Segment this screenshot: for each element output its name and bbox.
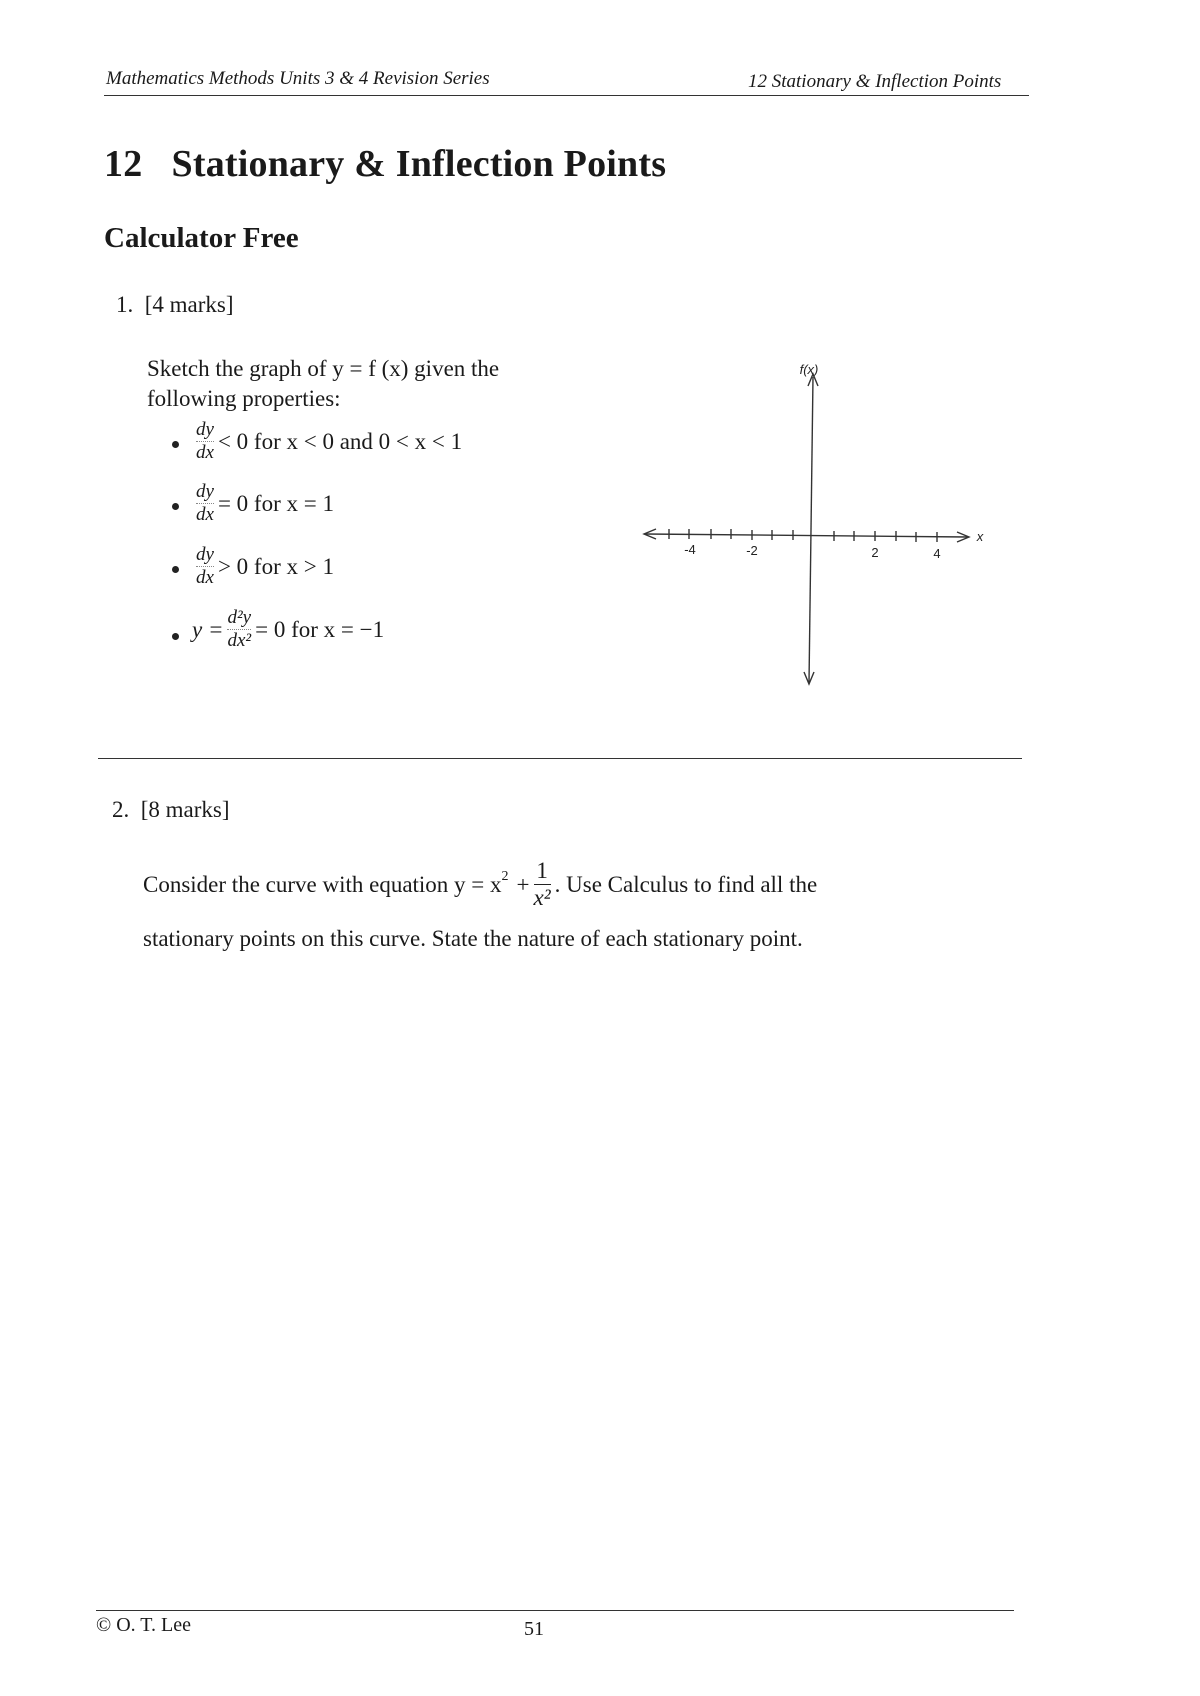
tick-label: -2: [746, 543, 758, 558]
header-left: Mathematics Methods Units 3 & 4 Revision Series: [106, 68, 490, 89]
bullet-3: [172, 566, 179, 573]
x-axis-label: x: [976, 529, 984, 544]
page-number: 51: [524, 1618, 544, 1640]
q2-line1: Consider the curve with equation y = x $^2$ + $\frac{1}{\text{x²}}$ . Use Calculus to find all the: [143, 858, 818, 910]
q1-property-3: $\frac{dy}{dx}$ > 0 for x > 1: [196, 544, 334, 588]
blank-axes: [630, 355, 1000, 695]
bullet-1: [172, 441, 179, 448]
fraction-dy-dx: $\frac{dy}{dx}$: [196, 419, 214, 463]
tick-label: 4: [933, 546, 941, 561]
fraction-dy-dx: $\frac{dy}{dx}$: [196, 481, 214, 525]
q1-property-1: $\frac{dy}{dx}$ < 0 for x < 0 and 0 < x < 1: [196, 419, 463, 463]
fraction-1-over-x2: $\frac{1}{\text{x²}}$: [533, 858, 551, 910]
q1-intro-line2: following properties:: [147, 386, 341, 411]
q1-label: 1. [4 marks]: [116, 292, 234, 317]
fraction-d2y-dx2: $\frac{\text{d²y}}{\text{dx²}}$: [227, 607, 252, 651]
tick-label: -4: [684, 542, 696, 557]
x-axis: [645, 534, 968, 537]
bullet-4: [172, 633, 179, 640]
bullet-2: [172, 503, 179, 510]
q1-property-4: y = $\frac{\text{d²y}}{\text{dx²}}$ = 0 for x = −1: [192, 607, 385, 651]
y-axis: [809, 377, 813, 683]
section-divider: [98, 758, 1022, 759]
q1-intro-line1: Sketch the graph of y = f (x) given the: [147, 356, 500, 381]
footer-rule: [96, 1610, 1014, 1611]
section-title: Calculator Free: [104, 222, 299, 254]
header-right: 12 Stationary & Inflection Points: [748, 71, 1002, 92]
tick-label: 2: [871, 545, 879, 560]
copyright: © O. T. Lee: [96, 1614, 191, 1636]
header-rule: [104, 95, 1029, 96]
q2-line2: stationary points on this curve. State the nature of each stationary point.: [143, 926, 803, 951]
page-title: 12 Stationary & Inflection Points: [104, 143, 667, 185]
q1-property-2: $\frac{dy}{dx}$ = 0 for x = 1: [196, 481, 334, 525]
fraction-dy-dx: $\frac{dy}{dx}$: [196, 544, 214, 588]
q2-label: 2. [8 marks]: [112, 797, 230, 822]
y-axis-label: f(x): [799, 362, 819, 377]
